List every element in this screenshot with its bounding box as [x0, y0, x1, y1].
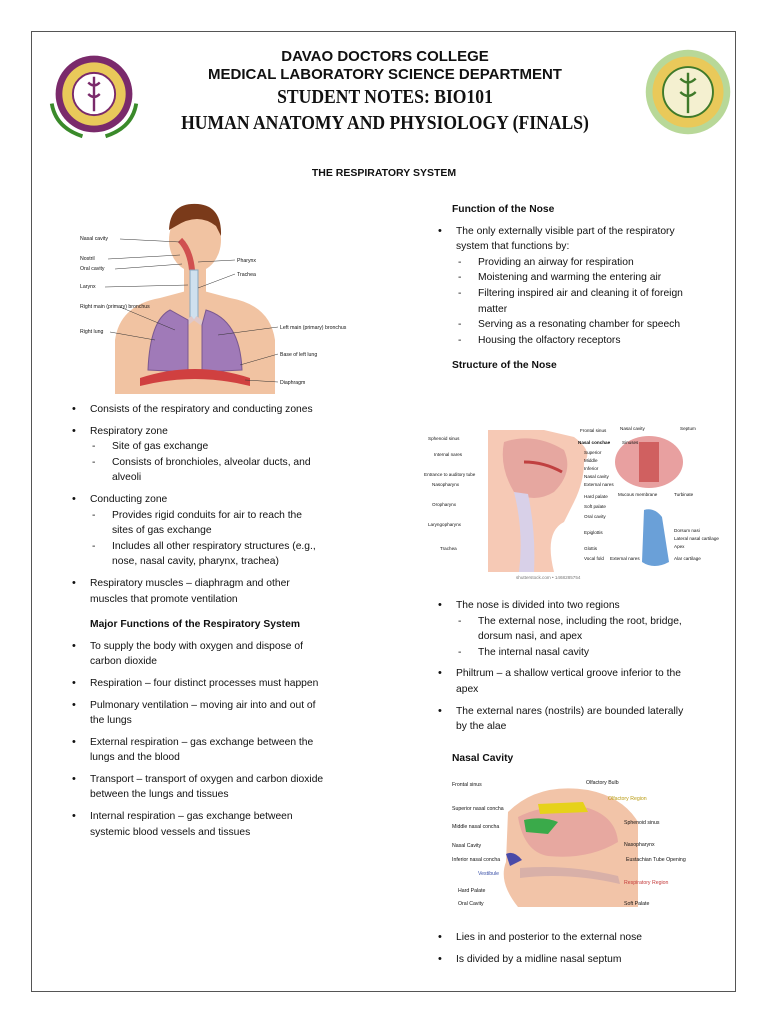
svg-text:Entrance to auditory tube: Entrance to auditory tube — [424, 472, 476, 477]
sub-list-item: - Filtering inspired air and cleaning it of foreign matter — [456, 286, 692, 317]
svg-text:Lateral nasal cartilage: Lateral nasal cartilage — [674, 536, 719, 541]
fig-label: Nasal cavity — [80, 236, 108, 242]
svg-text:Middle nasal concha: Middle nasal concha — [452, 824, 500, 830]
list-item: • Consists of the respiratory and conducting zones — [70, 402, 325, 418]
svg-text:Hard palate: Hard palate — [584, 494, 608, 499]
fig-label: Pharynx — [237, 258, 257, 264]
major-functions-list — [70, 639, 325, 841]
list-item: • Respiration – four distinct processes must happen — [70, 676, 325, 692]
left-column — [70, 402, 325, 846]
svg-text:Superior: Superior — [584, 450, 602, 455]
sub-list-item: - Providing an airway for respiration — [456, 255, 692, 271]
fig-label: Oral cavity — [80, 266, 105, 272]
list-item: • Pulmonary ventilation – moving air into and out of the lungs — [70, 698, 325, 729]
list-item: • To supply the body with oxygen and dispose of carbon dioxide — [70, 639, 325, 670]
image-watermark: shutterstock.com • 1468285754 — [516, 575, 581, 580]
svg-text:Vocal fold: Vocal fold — [584, 556, 604, 561]
notes-title: STUDENT NOTES: BIO101 — [277, 86, 493, 108]
fig-label: Base of left lung — [280, 352, 318, 358]
svg-text:External nares: External nares — [584, 482, 614, 487]
nasal-cavity-figure — [448, 772, 694, 914]
svg-text:Mucous membrane: Mucous membrane — [618, 492, 658, 497]
course-title: HUMAN ANATOMY AND PHYSIOLOGY (FINALS) — [181, 112, 589, 134]
list-item: • External respiration – gas exchange between the lungs and the blood — [70, 735, 325, 766]
svg-text:Oral Cavity: Oral Cavity — [458, 901, 484, 907]
fig-label: Right lung — [80, 329, 104, 335]
fig-label: Larynx — [80, 284, 96, 290]
fig-label: Right main (primary) bronchus — [80, 304, 150, 310]
list-item: • Transport – transport of oxygen and carbon dioxide between the lungs and tissues — [70, 772, 325, 803]
svg-text:Soft Palate: Soft Palate — [624, 901, 650, 907]
svg-text:Olfactory Region: Olfactory Region — [608, 796, 647, 802]
svg-text:Inferior nasal concha: Inferior nasal concha — [452, 857, 501, 863]
svg-text:Alar cartilage: Alar cartilage — [674, 556, 701, 561]
nasal-cavity-bullets — [436, 930, 692, 973]
section-title: THE RESPIRATORY SYSTEM — [311, 167, 457, 179]
svg-text:Nasopharynx: Nasopharynx — [432, 482, 460, 487]
svg-text:Internal nares: Internal nares — [434, 452, 463, 457]
svg-text:Laryngopharynx: Laryngopharynx — [428, 522, 461, 527]
sub-list-item: - Consists of bronchioles, alveolar ducts, and alveoli — [90, 455, 325, 486]
svg-text:Septum: Septum — [680, 426, 696, 431]
svg-text:Epiglottis: Epiglottis — [584, 530, 603, 535]
fig-label: Trachea — [237, 272, 256, 278]
list-item: • Philtrum – a shallow vertical groove inferior to the apex — [436, 666, 692, 697]
svg-text:Turbinate: Turbinate — [674, 492, 694, 497]
svg-text:Eustachian Tube Opening: Eustachian Tube Opening — [626, 857, 686, 863]
svg-text:Soft palate: Soft palate — [584, 504, 606, 509]
sub-list-item: - The internal nasal cavity — [456, 645, 692, 661]
svg-text:Middle: Middle — [584, 458, 598, 463]
major-functions-heading: Major Functions of the Respiratory System — [90, 619, 300, 631]
svg-text:Nasal conchae: Nasal conchae — [578, 440, 611, 445]
sub-list-item: - Site of gas exchange — [90, 439, 325, 455]
fig-label: Nostril — [80, 256, 95, 262]
list-item: • Respiratory muscles – diaphragm and other muscles that promote ventilation — [70, 576, 325, 607]
sub-list-item: - Moistening and warming the entering air — [456, 270, 692, 286]
svg-text:Glottis: Glottis — [584, 546, 598, 551]
college-seal-left-icon — [46, 46, 142, 142]
svg-text:Nasopharynx: Nasopharynx — [624, 842, 655, 848]
svg-text:Trachea: Trachea — [440, 546, 457, 551]
nose-structure-figure — [424, 422, 730, 584]
college-name: DAVAO DOCTORS COLLEGE — [281, 48, 489, 65]
college-seal-right-icon — [640, 44, 736, 140]
nose-function-heading: Function of the Nose — [452, 204, 555, 215]
svg-text:Frontal sinus: Frontal sinus — [580, 428, 607, 433]
nose-function-section — [436, 202, 692, 374]
respiratory-system-figure — [80, 200, 347, 394]
svg-text:Oral cavity: Oral cavity — [584, 514, 606, 519]
nose-structure-heading: Structure of the Nose — [452, 360, 557, 372]
svg-text:Nasal cavity: Nasal cavity — [620, 426, 645, 431]
svg-text:Superior nasal concha: Superior nasal concha — [452, 806, 504, 812]
respiratory-zones-list — [70, 402, 325, 607]
svg-text:Nasal Cavity: Nasal Cavity — [452, 843, 482, 849]
svg-text:Oropharynx: Oropharynx — [432, 502, 457, 507]
svg-text:Vestibule: Vestibule — [478, 871, 500, 877]
sub-list-item: - Provides rigid conduits for air to reach the sites of gas exchange — [90, 508, 325, 539]
list-item: • Internal respiration – gas exchange between systemic blood vessels and tissues — [70, 809, 325, 840]
department-name: MEDICAL LABORATORY SCIENCE DEPARTMENT — [208, 66, 562, 83]
svg-text:Frontal sinus: Frontal sinus — [452, 782, 482, 788]
nose-structure-bullets — [436, 598, 692, 766]
svg-text:Olfactory Bulb: Olfactory Bulb — [586, 780, 619, 786]
fig-label: Left main (primary) bronchus — [280, 325, 347, 331]
svg-text:Sinuses: Sinuses — [622, 440, 639, 445]
nasal-cavity-heading: Nasal Cavity — [452, 752, 514, 764]
svg-text:Respiratory Region: Respiratory Region — [624, 880, 669, 886]
list-item: • The external nares (nostrils) are bounded laterally by the alae — [436, 704, 692, 735]
svg-text:Hard Palate: Hard Palate — [458, 888, 486, 894]
list-item: • Respiratory zone - Site of gas exchange - Consists of bronchioles, alveolar ducts, and alveoli — [70, 424, 325, 486]
svg-text:Dorsum nasi: Dorsum nasi — [674, 528, 700, 533]
svg-text:Inferior: Inferior — [584, 466, 599, 471]
list-item: • The only externally visible part of the respiratory system that functions by: - Providing an airway for respiration - Moistening and warming the entering air - Filtering inspired air and cleaning it of foreign matter - Serving as a resonating chamber for speech - Housing the olfactory receptors — [436, 224, 692, 349]
sub-list-item: - Serving as a resonating chamber for speech — [456, 317, 692, 333]
svg-text:Sphenoid sinus: Sphenoid sinus — [428, 436, 460, 441]
list-item: • Conducting zone - Provides rigid conduits for air to reach the sites of gas exchange - Includes all other respiratory structures (e.g., nose, nasal cavity, pharynx, trachea) — [70, 492, 325, 570]
sub-list-item: - The external nose, including the root, bridge, dorsum nasi, and apex — [456, 614, 692, 645]
sub-list-item: - Includes all other respiratory structures (e.g., nose, nasal cavity, pharynx, trachea) — [90, 539, 325, 570]
list-item: • Lies in and posterior to the external nose — [436, 930, 692, 946]
svg-text:Sphenoid sinus: Sphenoid sinus — [624, 820, 660, 826]
svg-text:Nasal cavity: Nasal cavity — [584, 474, 609, 479]
list-item: • The nose is divided into two regions - The external nose, including the root, bridge, dorsum nasi, and apex - The internal nasal cavity — [436, 598, 692, 660]
sub-list-item: - Housing the olfactory receptors — [456, 333, 692, 349]
svg-text:Apex: Apex — [674, 544, 685, 549]
document-header — [150, 48, 620, 136]
svg-text:External nares: External nares — [610, 556, 640, 561]
fig-label: Diaphragm — [280, 380, 306, 386]
list-item: • Is divided by a midline nasal septum — [436, 952, 692, 968]
